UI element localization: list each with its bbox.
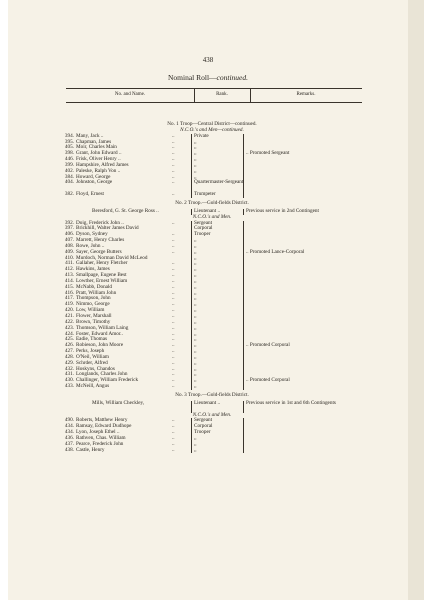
entry-number: 432. <box>64 365 74 372</box>
entry-leader: .. <box>172 330 175 337</box>
header-divider <box>194 89 195 102</box>
entry-number: 421. <box>64 313 74 319</box>
officer-remarks: Previous service in 1st and 6th Contingents <box>246 399 336 406</box>
entry-number: 412. <box>64 266 74 273</box>
entry-name: O'Neil, William <box>76 353 109 360</box>
entry-rank: ,, <box>194 237 197 244</box>
section-rows <box>60 418 364 453</box>
entry-rank: ,, <box>194 383 197 390</box>
header-remarks: Remarks. <box>296 92 316 97</box>
entry-leader: .. <box>172 348 175 355</box>
entry-name: Moir, Charles Main <box>76 144 117 151</box>
entry-number: 423. <box>64 324 74 331</box>
entry-rank: ,, <box>194 348 197 355</box>
entry-rank: ,, <box>194 248 197 255</box>
entry-leader: .. <box>172 359 175 366</box>
entry-number: 420. <box>64 307 74 314</box>
entry-name: Murdoch, Norman David McLeod <box>76 254 148 261</box>
officer-remarks: Previous service in 2nd Contingent <box>246 207 319 214</box>
section-title: No. 3 Troop.—Gold-fields District. <box>175 391 249 398</box>
entry-leader: .. <box>172 289 175 296</box>
entry-number: 398. <box>64 150 74 157</box>
entry-name: Hoskyns, Chandos <box>76 365 115 372</box>
header-divider <box>250 89 251 102</box>
entry-number: 417. <box>64 295 74 302</box>
entry-name: Brown, Timothy <box>76 318 111 325</box>
section-2 <box>60 201 364 390</box>
entry-leader: .. <box>172 272 175 279</box>
entry-leader: .. <box>172 295 175 302</box>
entry-rank: ,, <box>194 301 197 308</box>
entry-rank: Corporal <box>194 423 213 430</box>
entry-leader: .. <box>172 132 175 139</box>
entry-name: McNabb, Donald <box>76 283 113 290</box>
entry-leader: .. <box>172 277 175 284</box>
column-rule <box>191 221 192 390</box>
entry-leader: .. <box>172 383 175 390</box>
entry-rank: ,, <box>194 260 197 267</box>
entry-leader: .. <box>172 266 175 273</box>
entry-number: 406. <box>64 231 74 238</box>
officer-rank: Lieutenant .. <box>194 399 221 406</box>
entry-leader: .. <box>172 371 175 378</box>
entry-number: 415. <box>64 283 74 290</box>
table-header <box>66 88 362 103</box>
entry-rank: ,, <box>194 266 197 273</box>
entry-number: 428. <box>64 353 74 360</box>
entry-name: Robieson, John Moore <box>76 342 124 349</box>
header-name: No. and Name. <box>114 92 146 97</box>
entry-rank: ,, <box>194 161 197 168</box>
entry-rank: Quartermaster-Sergeant <box>194 179 244 186</box>
entry-leader: .. <box>172 144 175 151</box>
entry-rank: ,, <box>194 167 197 174</box>
entry-rank: ,, <box>194 342 197 349</box>
entry-name: Sayer, George Butters <box>76 248 122 255</box>
entry-rank: ,, <box>194 336 197 343</box>
column-rule <box>191 418 192 453</box>
entry-number: 411. <box>65 260 74 267</box>
entry-number: 433. <box>64 383 74 390</box>
entry-name: Brickhill, Walter James David <box>76 225 139 232</box>
entry-rank: ,, <box>194 440 197 447</box>
entry-number: 382. <box>64 191 74 198</box>
entry-rank: Trooper <box>194 231 211 238</box>
entry-leader: .. <box>172 191 175 198</box>
entry-remarks: .. Promoted Sergeant <box>246 150 290 157</box>
entry-rank: Sergeant <box>194 417 213 424</box>
entry-number: 424. <box>64 330 74 337</box>
entry-rank: ,, <box>194 272 197 279</box>
entry-number: 384. <box>64 173 74 180</box>
entry-number: 426. <box>64 342 74 349</box>
entry-leader: .. <box>172 377 175 384</box>
entry-number: 431. <box>64 371 74 378</box>
entry-rank: ,, <box>194 173 197 180</box>
section-rows <box>60 221 364 390</box>
entry-leader: .. <box>172 313 175 319</box>
entry-leader: .. <box>172 353 175 360</box>
entry-name: Thompson, John <box>76 295 111 302</box>
entry-number: 395. <box>64 138 74 145</box>
entry-name: Hampshire, Alfred James <box>76 161 129 168</box>
entry-leader: .. <box>172 423 175 430</box>
entry-leader: .. <box>172 307 175 314</box>
column-rule <box>243 418 244 453</box>
entry-name: Chapman, James <box>76 138 112 145</box>
entry-name: Low, William <box>76 307 105 314</box>
entry-name: Hawkins, James <box>76 266 110 273</box>
entry-number: 392. <box>64 219 74 226</box>
entry-name: McNeill, Angus <box>76 383 110 390</box>
entry-leader: .. <box>172 219 175 226</box>
page-edge <box>408 0 424 600</box>
entry-number: 434. <box>64 423 74 430</box>
entry-name: Paleske, Ralph Von .. <box>76 167 121 174</box>
entry-leader: .. <box>172 150 175 157</box>
entry-leader: .. <box>172 440 175 447</box>
entry-leader: .. <box>172 324 175 331</box>
officer-name: Mills, William Checkley, <box>92 399 145 406</box>
entry-rank: ,, <box>194 324 197 331</box>
entry-name: Lowther, Ernest William <box>76 277 128 284</box>
section-subtitle: N.C.O.'s and Men—continued. <box>180 126 244 133</box>
entry-rank: ,, <box>194 138 197 145</box>
entry-rank: Private <box>194 132 209 139</box>
entry-leader: .. <box>172 417 175 424</box>
entry-leader: .. <box>172 167 175 174</box>
entry-name: Marrett, Henry Charles <box>76 237 125 244</box>
entry-number: 434. <box>64 429 74 436</box>
entry-number: 397. <box>64 225 74 232</box>
entry-name: Longlands, Charles John <box>76 371 128 378</box>
entry-leader: .. <box>172 429 175 436</box>
entry-leader: .. <box>172 336 175 343</box>
entry-rank: ,, <box>194 242 197 249</box>
entry-number: 408. <box>64 242 74 249</box>
entry-name: Many, Jack .. <box>76 132 104 139</box>
entry-name: Flower, Marshall <box>76 313 112 319</box>
entry-number: 405. <box>64 144 74 151</box>
column-rule <box>191 209 192 215</box>
entry-rank: ,, <box>194 446 197 453</box>
entry-name: Howard, George <box>76 173 111 180</box>
entry-name: Roberts, Matthew Henry <box>76 417 128 424</box>
entry-name: Gallaher, Henry Fletcher <box>76 260 128 267</box>
entry-leader: .. <box>172 138 175 145</box>
section-subtitle: N.C.O.'s and Men. <box>192 411 232 418</box>
roll-title-cont: continued. <box>216 73 248 82</box>
column-rule <box>243 209 244 215</box>
section-3 <box>60 393 364 453</box>
entry-number: 422. <box>64 318 74 325</box>
entry-leader: .. <box>172 179 175 186</box>
section-title: No. 2 Troop.—Gold-fields District. <box>175 199 249 206</box>
entry-rank: ,, <box>194 365 197 372</box>
table-row <box>60 384 364 390</box>
entry-number: 429. <box>64 359 74 366</box>
page-number: 438 <box>202 56 214 64</box>
entry-number: 394. <box>64 132 74 139</box>
entry-name: Perks, Joseph <box>76 348 105 355</box>
officer-row <box>60 401 364 413</box>
table-row <box>60 448 364 454</box>
column-rule <box>191 134 192 198</box>
entry-remarks: .. Promoted Corporal <box>246 342 290 349</box>
entry-number: 416. <box>64 289 74 296</box>
entry-name: Thomson, William Laing <box>76 324 129 331</box>
entry-leader: .. <box>172 283 175 290</box>
entry-number: 410. <box>64 254 74 261</box>
entry-rank: ,, <box>194 330 197 337</box>
entry-number: 427. <box>64 348 74 355</box>
entry-rank: ,, <box>194 144 197 151</box>
entry-leader: .. <box>172 365 175 372</box>
entry-leader: .. <box>172 161 175 168</box>
document-page <box>8 0 408 600</box>
entry-number: 414. <box>64 277 74 284</box>
entry-number: 419. <box>64 301 74 308</box>
entry-leader: .. <box>172 231 175 238</box>
entry-leader: .. <box>172 237 175 244</box>
entry-number: 438. <box>64 446 74 453</box>
entry-rank: ,, <box>194 254 197 261</box>
entry-rank: ,, <box>194 318 197 325</box>
entry-number: 413. <box>64 272 74 279</box>
section-title: No. 1 Troop—Central District—continued. <box>167 121 257 127</box>
entry-name: Challinger, William Frederick <box>76 377 139 384</box>
roll-title-text: Nominal Roll— <box>168 73 217 82</box>
entry-number: 436. <box>64 434 74 441</box>
entry-number: 407. <box>64 237 74 244</box>
column-rule <box>243 134 244 198</box>
entry-number: 437. <box>64 440 74 447</box>
entry-name: Eadie, Thomas <box>76 336 108 343</box>
entry-rank: ,, <box>194 307 197 314</box>
entry-leader: .. <box>172 260 175 267</box>
entry-rank: ,, <box>194 371 197 378</box>
entry-name: Nimmo, George <box>76 301 110 308</box>
entry-number: 425. <box>64 336 74 343</box>
entry-rank: Corporal <box>194 225 213 232</box>
entry-number: 409. <box>64 248 74 255</box>
entry-name: Castle, Henry <box>76 446 105 453</box>
roll-content <box>60 120 364 453</box>
entry-rank: ,, <box>194 434 197 441</box>
column-rule <box>191 401 192 413</box>
entry-name: Rathven, Chas. William <box>76 434 126 441</box>
entry-rank: Sergeant <box>194 219 213 226</box>
officer-name: Beresford, G. St. George Ross .. <box>92 207 159 214</box>
entry-rank: ,, <box>194 359 197 366</box>
entry-rank: Trumpeter <box>194 191 216 198</box>
entry-rank: ,, <box>194 353 197 360</box>
entry-name: Smallpage, Eugene Best <box>76 272 127 279</box>
entry-name: Ramsay, Edward Dudhope <box>76 423 132 430</box>
column-rule <box>243 221 244 390</box>
entry-leader: .. <box>172 446 175 453</box>
entry-name: Lyon, Joseph Ethel .. <box>76 429 120 436</box>
entry-rank: Trooper <box>194 429 211 436</box>
entry-remarks: .. Promoted Lance-Corporal <box>246 248 305 255</box>
table-row <box>60 192 364 198</box>
entry-number: 402. <box>64 167 74 174</box>
section-rows <box>60 134 364 198</box>
entry-name: Dyson, Sydney <box>76 231 108 238</box>
entry-number: 399. <box>64 161 74 168</box>
entry-leader: .. <box>172 301 175 308</box>
entry-rank: ,, <box>194 377 197 384</box>
entry-name: Floyd, Ernest <box>76 191 104 198</box>
entry-name: Schrder, Alfred <box>76 359 108 366</box>
entry-rank: ,, <box>194 156 197 163</box>
officer-rank: Lieutenant .. <box>194 207 221 214</box>
entry-leader: .. <box>172 318 175 325</box>
column-rule <box>243 401 244 413</box>
header-rank: Rank. <box>216 92 228 97</box>
entry-name: Frisk, Oliver Henry .. <box>76 156 121 163</box>
roll-title <box>8 73 408 82</box>
entry-rank: ,, <box>194 289 197 296</box>
entry-leader: .. <box>172 156 175 163</box>
entry-leader: .. <box>172 173 175 180</box>
entry-number: 430. <box>64 377 74 384</box>
entry-name: Grant, John Edward .. <box>76 150 122 157</box>
entry-rank: ,, <box>194 277 197 284</box>
entry-rank: ,, <box>194 150 197 157</box>
entry-name: Rowe, John .. <box>76 242 105 249</box>
entry-leader: .. <box>172 434 175 441</box>
entry-name: Pearce, Frederick John <box>76 440 124 447</box>
entry-leader: .. <box>172 242 175 249</box>
entry-name: Pratt, William John <box>76 289 117 296</box>
entry-number: 490. <box>64 417 74 424</box>
entry-remarks: .. Promoted Corporal <box>246 377 290 384</box>
entry-rank: ,, <box>194 283 197 290</box>
section-1 <box>60 122 364 198</box>
officer-row <box>60 209 364 215</box>
entry-rank: ,, <box>194 295 197 302</box>
entry-number: 404. <box>64 179 74 186</box>
entry-name: Foster, Edward Amor.. <box>76 330 123 337</box>
entry-rank: ,, <box>194 313 197 319</box>
section-subtitle: N.C.O.'s and Men. <box>192 213 232 220</box>
entry-name: Doig, Frederick John .. <box>76 219 124 226</box>
entry-leader: .. <box>172 248 175 255</box>
entry-name: Johnston, George <box>76 179 113 186</box>
entry-leader: .. <box>172 342 175 349</box>
entry-number: 446. <box>64 156 74 163</box>
